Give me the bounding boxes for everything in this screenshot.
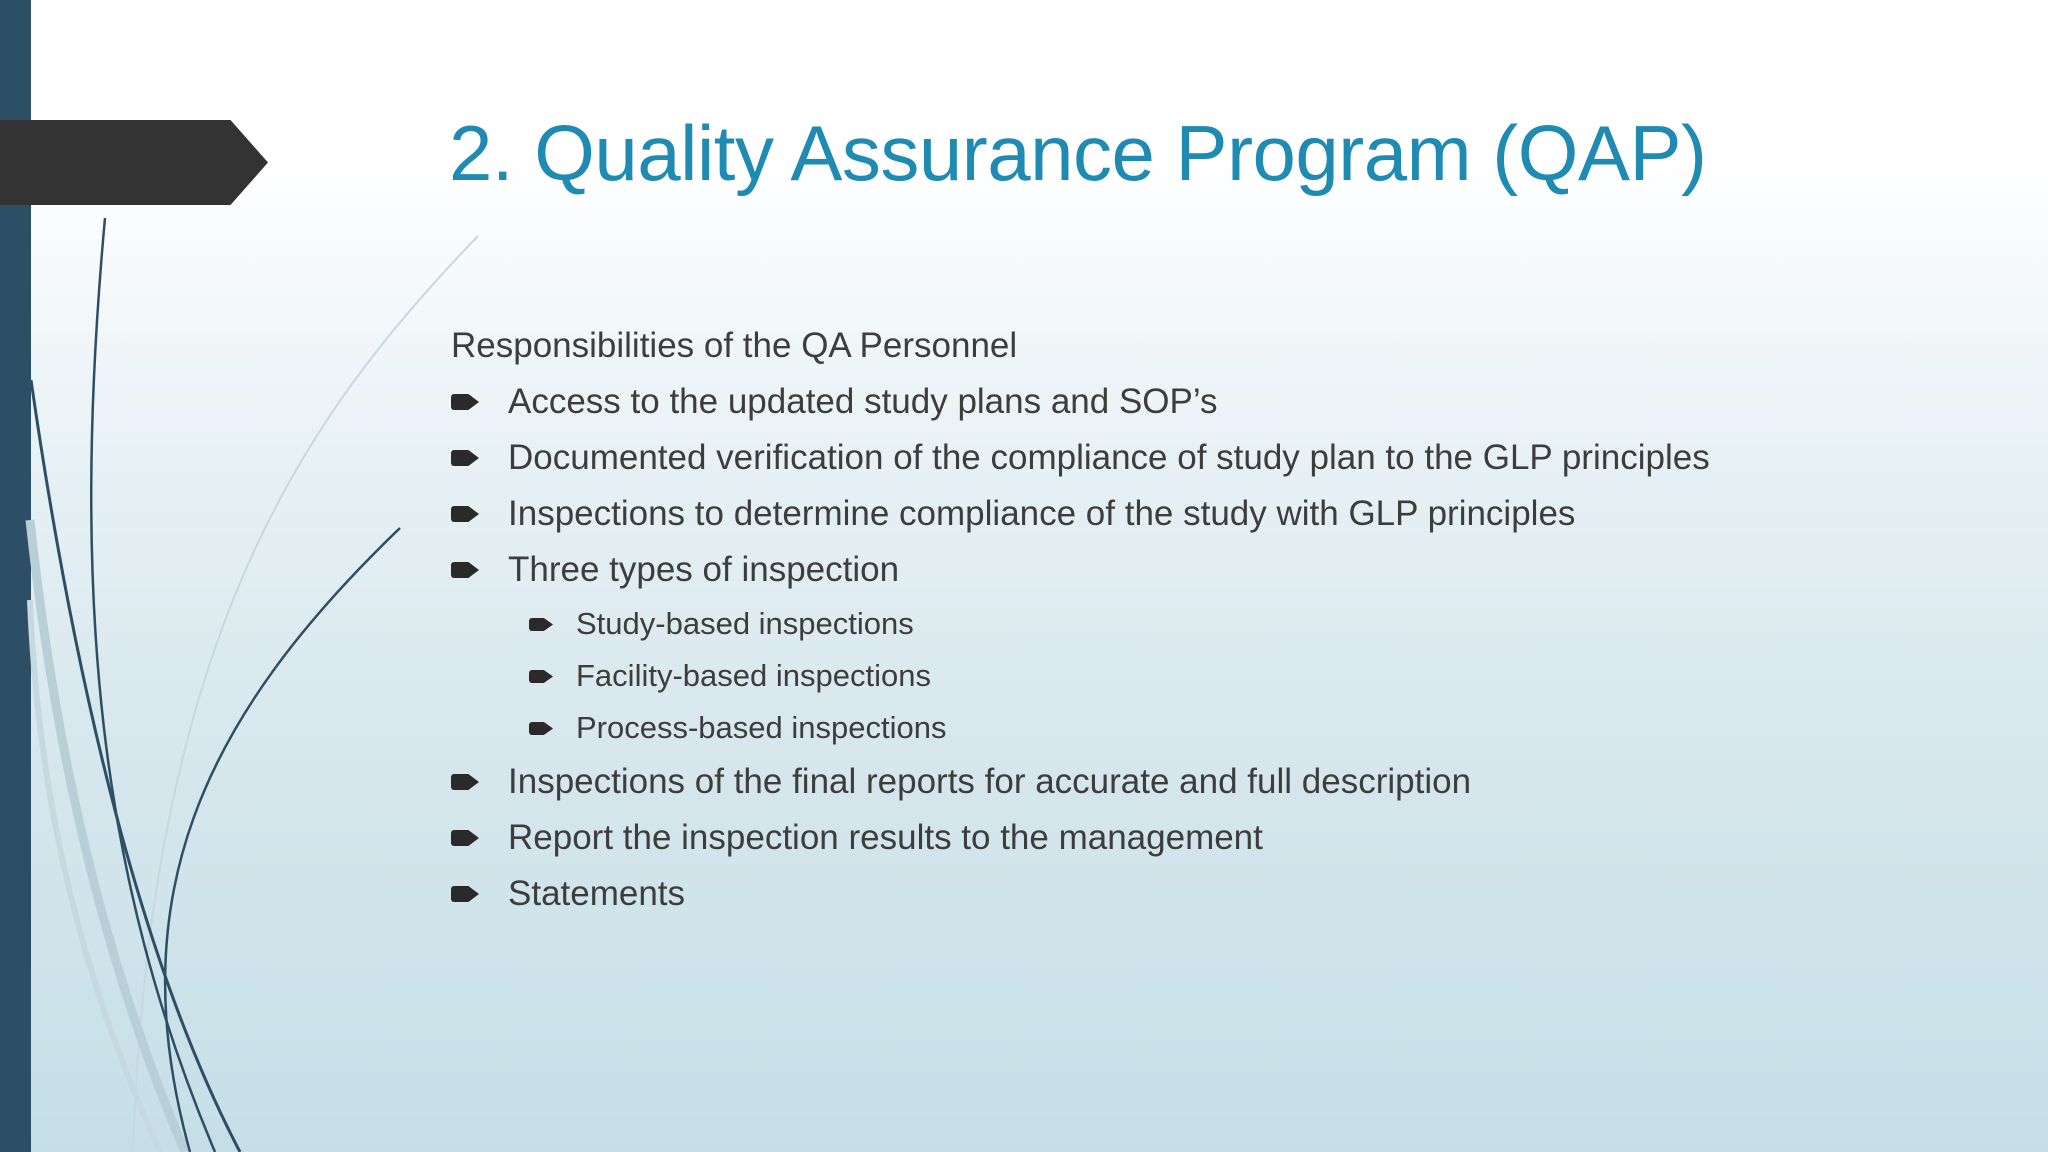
arrow-bullet-icon [451, 506, 479, 522]
arrow-bullet-icon [451, 394, 479, 410]
bullet-text: Inspections to determine compliance of the study with GLP principles [508, 494, 1576, 533]
bullet-item [451, 754, 1951, 810]
sub-bullet-text: Facility-based inspections [576, 658, 931, 693]
bullet-text: Documented verification of the compliance of study plan to the GLP principles [508, 438, 1710, 477]
sub-bullet-list [451, 598, 1951, 754]
bullet-item [451, 810, 1951, 866]
bullet-list [451, 374, 1951, 598]
arrow-bullet-icon [529, 670, 553, 683]
slide-title: 2. Quality Assurance Program (QAP) [449, 109, 1707, 197]
arrow-bullet-icon [451, 774, 479, 790]
bullet-item [451, 542, 1951, 598]
bullet-item [451, 866, 1951, 922]
sub-bullet-item [451, 702, 1951, 754]
arrow-bullet-icon [529, 722, 553, 735]
bullet-text: Three types of inspection [508, 550, 900, 589]
bullet-text: Statements [508, 874, 686, 913]
arrow-bullet-icon [451, 886, 479, 902]
bullet-text: Report the inspection results to the management [508, 818, 1263, 857]
bullet-item [451, 374, 1951, 430]
arrow-banner [0, 120, 268, 205]
bullet-item [451, 430, 1951, 486]
bullet-list-continued [451, 754, 1951, 922]
arrow-bullet-icon [451, 562, 479, 578]
bullet-text: Access to the updated study plans and SOP’s [508, 382, 1218, 421]
sub-bullet-item [451, 598, 1951, 650]
sub-bullet-text: Process-based inspections [576, 710, 947, 745]
content-subtitle: Responsibilities of the QA Personnel [451, 326, 1018, 365]
arrow-bullet-icon [451, 830, 479, 846]
bullet-text: Inspections of the final reports for accurate and full description [508, 762, 1472, 801]
arrow-bullet-icon [451, 450, 479, 466]
slide-content [451, 318, 1951, 922]
sub-bullet-item [451, 650, 1951, 702]
sub-bullet-text: Study-based inspections [576, 606, 914, 641]
arrow-bullet-icon [529, 618, 553, 631]
bullet-item [451, 486, 1951, 542]
